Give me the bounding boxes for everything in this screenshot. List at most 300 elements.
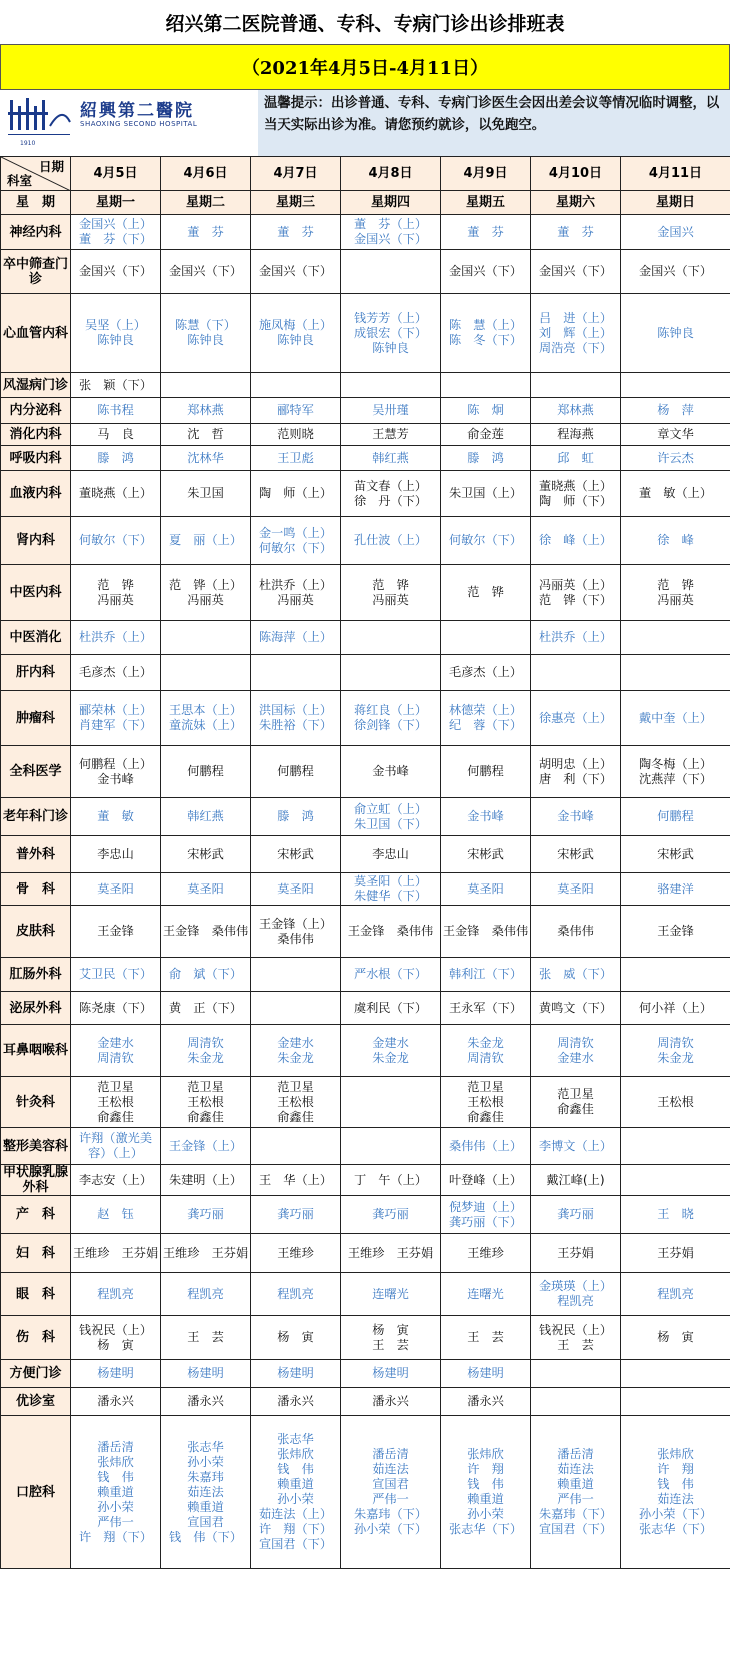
schedule-cell [531,424,621,446]
doctor-entry: 龚巧丽 [277,1207,314,1221]
schedule-cell [621,1360,730,1388]
doctor-entry: 李忠山 [97,846,134,861]
schedule-cell [621,1234,730,1273]
doctor-entry: 莫圣阳（上） [353,874,428,888]
schedule-row [1,446,730,471]
doctor-entry: 赖重道 [187,1499,224,1514]
schedule-cell [71,517,161,565]
doctor-entry: 孙小荣 [277,1492,314,1506]
schedule-cell [621,746,730,798]
doctor-entry: 俞金莲 [467,427,504,441]
department-name: 产 科 [1,1196,71,1234]
doctor-entry: 陈海萍（上） [258,630,333,644]
doctor-entry: 王维珍 [277,1245,314,1260]
doctor-entry: 丁 午（上） [353,1172,428,1187]
schedule-cell [161,398,251,424]
schedule-row [1,1128,730,1165]
doctor-entry: 郑林燕 [187,403,224,417]
doctor-entry: 俞鑫佳 [467,1109,504,1124]
doctor-entry: 郦特军 [277,403,314,417]
schedule-cell [531,746,621,798]
schedule-cell [161,1196,251,1234]
doctor-entry: 杨 寅 [372,1322,409,1337]
schedule-cell [441,424,531,446]
doctor-entry: 钱 伟 [277,1462,314,1476]
schedule-cell [621,215,730,250]
doctor-entry: 胡明忠（上） [538,756,613,771]
schedule-cell [161,250,251,294]
doctor-entry: 周清钦 [657,1035,694,1050]
doctor-entry: 王永军（下） [448,1000,523,1015]
doctor-entry: 严水根（下） [353,967,428,981]
schedule-cell [531,398,621,424]
schedule-cell [161,906,251,958]
schedule-cell [341,798,441,836]
schedule-cell [621,1128,730,1165]
doctor-entry: 范 铧（上） [168,577,243,592]
doctor-entry: 张炜欣 [657,1447,694,1461]
schedule-cell [161,471,251,517]
schedule-row [1,691,730,746]
schedule-row [1,1077,730,1128]
schedule-cell [71,1234,161,1273]
schedule-cell [531,691,621,746]
doctor-entry: 徐 峰 [657,533,694,547]
doctor-entry: 莫圣阳 [467,881,504,896]
schedule-cell [251,906,341,958]
doctor-entry: 毛彦杰（上） [78,665,153,679]
schedule-row [1,517,730,565]
department-name: 呼吸内科 [1,446,71,471]
schedule-cell [621,1416,730,1569]
doctor-entry: 范卫星 [467,1079,504,1094]
schedule-cell [161,1077,251,1128]
schedule-cell [341,1077,441,1128]
doctor-entry: 施凤梅（上） [258,318,333,332]
doctor-entry: 钱 伟（下） [168,1529,243,1544]
schedule-cell [441,1128,531,1165]
schedule-cell [341,398,441,424]
schedule-cell [531,294,621,373]
doctor-entry: 许 翔（下） [258,1522,333,1536]
doctor-entry: 虞利民（下） [353,1000,428,1015]
doctor-entry: 金国兴（下） [168,264,243,278]
schedule-cell [341,373,441,398]
doctor-entry: 杨 萍 [657,403,694,417]
doctor-entry: 王芬娟 [657,1245,694,1260]
doctor-entry: 范 铧 [467,585,504,599]
schedule-cell [621,958,730,992]
schedule-cell [441,873,531,906]
weekday-header-row [1,191,730,215]
doctor-entry: 龚巧丽 [187,1207,224,1221]
doctor-entry: 杨 寅 [657,1330,694,1344]
doctor-entry: 金建水 [277,1035,314,1050]
doctor-entry: 韩红燕 [372,450,409,465]
schedule-cell [71,215,161,250]
schedule-cell [441,1316,531,1360]
doctor-entry: 龚巧丽（下） [448,1214,523,1229]
doctor-entry: 桑伟伟（上） [448,1138,523,1153]
schedule-cell [441,1234,531,1273]
weekday-header: 星期一 [71,191,161,215]
doctor-entry: 钱 伟 [467,1477,504,1491]
doctor-entry: 黄 正（下） [168,1000,243,1015]
doctor-entry: 金书峰 [467,809,504,823]
schedule-cell [531,1025,621,1077]
doctor-entry: 董 芬 [187,224,224,239]
schedule-cell [251,1025,341,1077]
schedule-cell [621,1196,730,1234]
doctor-entry: 倪梦迪（上） [448,1199,523,1214]
corner-date-label: 日期 [38,159,64,174]
schedule-cell [251,1416,341,1569]
doctor-entry: 李志安（上） [78,1172,153,1187]
doctor-entry: 董晓燕（上） [538,478,613,493]
schedule-cell [531,1360,621,1388]
schedule-row [1,1196,730,1234]
schedule-cell [71,1316,161,1360]
schedule-cell [441,906,531,958]
doctor-entry: 王芬娟 [557,1245,594,1260]
doctor-entry: 俞立虹（上） [353,801,428,816]
schedule-cell [161,1416,251,1569]
doctor-entry: 金瑛瑛（上） [538,1279,613,1293]
doctor-entry: 陈钟良 [372,340,409,355]
schedule-cell [71,471,161,517]
schedule-cell [621,517,730,565]
schedule-cell [341,1165,441,1196]
doctor-entry: 吕 进（上） [538,310,613,325]
doctor-entry: 唐 利（下） [538,771,613,786]
doctor-entry: 王金锋 [657,924,694,938]
doctor-entry: 宋彬武 [557,846,594,861]
schedule-cell [161,294,251,373]
schedule-cell [621,373,730,398]
doctor-entry: 潘永兴 [97,1394,134,1408]
schedule-cell [161,873,251,906]
schedule-cell [161,691,251,746]
doctor-entry: 钱芳芳（上） [353,310,428,325]
schedule-cell [441,836,531,873]
doctor-entry: 徐 丹（下） [353,493,428,508]
schedule-cell [531,655,621,691]
doctor-entry: 董 芬 [277,224,314,239]
schedule-cell [71,565,161,621]
doctor-entry: 沈林华 [187,450,224,465]
schedule-cell [161,836,251,873]
doctor-entry: 何敏尔（下） [258,540,333,555]
schedule-cell [161,992,251,1025]
department-name: 卒中筛查门诊 [1,250,71,294]
logo-name: 紹興第二醫院 [80,101,194,121]
doctor-entry: 金书峰 [372,764,409,778]
doctor-entry: 童流妹（上） [168,718,243,732]
doctor-entry: 王松根 [277,1094,314,1109]
doctor-entry: 莫圣阳 [557,881,594,896]
schedule-cell [341,471,441,517]
doctor-entry: 王卫彪 [277,450,314,465]
doctor-entry: 宣国君（下） [538,1522,613,1536]
schedule-row [1,471,730,517]
schedule-cell [531,565,621,621]
doctor-entry: 陈书程 [97,403,134,417]
date-header-row [1,157,730,191]
schedule-row [1,746,730,798]
schedule-cell [71,836,161,873]
doctor-entry: 苗文春（上） [353,478,428,493]
doctor-entry: 金国兴（下） [538,264,613,278]
doctor-entry: 杨建明 [467,1366,504,1380]
doctor-entry: 冯丽英（上） [538,577,613,592]
schedule-row [1,958,730,992]
doctor-entry: 王维珍 [467,1245,504,1260]
department-name: 伤 科 [1,1316,71,1360]
schedule-table [0,156,730,1569]
schedule-cell [341,294,441,373]
department-name: 肾内科 [1,517,71,565]
schedule-cell [341,565,441,621]
schedule-cell [71,1416,161,1569]
doctor-entry: 严伟一 [372,1492,409,1506]
doctor-entry: 陈 冬（下） [448,333,523,347]
schedule-row [1,1316,730,1360]
doctor-entry: 孔仕波（上） [353,533,428,547]
doctor-entry: 郦荣林（上） [78,703,153,717]
doctor-entry: 程凯亮 [557,1294,594,1308]
schedule-cell [251,398,341,424]
doctor-entry: 桑伟伟 [557,924,594,938]
doctor-entry: 宋彬武 [467,846,504,861]
schedule-cell [161,565,251,621]
schedule-cell [531,1165,621,1196]
doctor-entry: 杨 寅 [277,1330,314,1344]
doctor-entry: 金建水 [97,1035,134,1050]
doctor-entry: 徐剑锋（下） [353,718,428,732]
department-name: 泌尿外科 [1,992,71,1025]
department-name: 普外科 [1,836,71,873]
doctor-entry: 李博文（上） [538,1138,613,1153]
schedule-row [1,1234,730,1273]
schedule-cell [71,1196,161,1234]
doctor-entry: 骆建洋 [657,881,694,896]
date-header: 4月6日 [161,157,251,191]
doctor-entry: 许 翔 [467,1462,504,1476]
doctor-entry: 许云杰 [657,450,694,465]
doctor-entry: 周清钦 [467,1050,504,1065]
schedule-cell [251,836,341,873]
schedule-cell [441,1025,531,1077]
schedule-cell [251,655,341,691]
doctor-entry: 徐 峰（上） [538,533,613,547]
doctor-entry: 何敏尔（下） [78,533,153,547]
doctor-entry: 陈钟良 [657,325,694,340]
doctor-entry: 陈慧（下） [175,318,236,332]
doctor-entry: 王金锋（上） [258,916,333,931]
schedule-cell [531,958,621,992]
schedule-cell [441,250,531,294]
schedule-row [1,398,730,424]
doctor-entry: 范 铧 [657,577,694,592]
schedule-cell [161,746,251,798]
schedule-cell [531,517,621,565]
doctor-entry: 冯丽英 [372,592,409,607]
schedule-row [1,565,730,621]
schedule-cell [441,655,531,691]
doctor-entry: 沈燕萍（下） [638,771,713,786]
doctor-entry: 潘岳清 [372,1447,409,1461]
doctor-entry: 朱金龙 [187,1050,224,1065]
schedule-cell [621,1273,730,1316]
doctor-entry: 王 芸 [187,1330,224,1344]
doctor-entry: 范 铧 [372,577,409,592]
schedule-cell [161,424,251,446]
doctor-entry: 董 芬 [467,224,504,239]
doctor-entry: 何鹏程 [657,809,694,823]
doctor-entry: 杨 寅 [97,1337,134,1352]
doctor-entry: 滕 鸿 [277,809,314,823]
schedule-cell [251,1234,341,1273]
schedule-row [1,1273,730,1316]
doctor-entry: 宋彬武 [657,846,694,861]
schedule-cell [621,992,730,1025]
doctor-entry: 陶 师（下） [538,493,613,508]
doctor-entry: 潘永兴 [277,1394,314,1408]
schedule-cell [251,1360,341,1388]
doctor-entry: 孙小荣（下） [638,1507,713,1521]
doctor-entry: 何鹏程 [187,764,224,778]
department-name: 耳鼻咽喉科 [1,1025,71,1077]
schedule-row [1,873,730,906]
doctor-entry: 王松根 [657,1094,694,1109]
weekday-header: 星期三 [251,191,341,215]
schedule-cell [441,398,531,424]
schedule-cell [251,958,341,992]
doctor-entry: 孙小荣 [467,1507,504,1521]
schedule-cell [341,691,441,746]
department-name: 肿瘤科 [1,691,71,746]
doctor-entry: 张炜欣 [97,1454,134,1469]
schedule-row [1,215,730,250]
doctor-entry: 俞鑫佳 [97,1109,134,1124]
doctor-entry: 孙小荣（下） [353,1522,428,1536]
doctor-entry: 钱 伟 [657,1477,694,1491]
schedule-cell [621,906,730,958]
doctor-entry: 董 敏 [97,809,134,823]
doctor-entry: 金建水 [557,1050,594,1065]
schedule-cell [161,1360,251,1388]
schedule-cell [251,446,341,471]
schedule-cell [621,398,730,424]
doctor-entry: 陈钟良 [97,333,134,347]
page-title: 绍兴第二医院普通、专科、专病门诊出诊排班表 [165,12,565,35]
schedule-cell [621,424,730,446]
doctor-entry: 茹连法 [187,1484,224,1499]
doctor-entry: 夏 丽（上） [168,533,243,547]
doctor-entry: 莫圣阳 [277,881,314,896]
schedule-row [1,373,730,398]
schedule-cell [161,798,251,836]
schedule-cell [341,424,441,446]
doctor-entry: 孙小荣 [97,1499,134,1514]
doctor-entry: 茹连法（上） [258,1507,333,1521]
doctor-entry: 周浩亮（下） [538,340,613,355]
department-name: 皮肤科 [1,906,71,958]
schedule-cell [341,1234,441,1273]
doctor-entry: 何鹏程 [467,764,504,778]
schedule-cell [71,798,161,836]
weekday-label: 星 期 [1,191,71,215]
doctor-entry: 毛彦杰（上） [448,665,523,679]
schedule-cell [621,836,730,873]
schedule-cell [341,1025,441,1077]
department-name: 口腔科 [1,1416,71,1569]
doctor-entry: 赖重道 [277,1477,314,1491]
doctor-entry: 冯丽英 [277,592,314,607]
doctor-entry: 范 铧（下） [538,592,613,607]
doctor-entry: 滕 鸿 [97,450,134,465]
schedule-cell [71,1165,161,1196]
doctor-entry: 范 铧 [97,577,134,592]
schedule-cell [251,1077,341,1128]
doctor-entry: 张志华（下） [448,1522,523,1536]
doctor-entry: 张炜欣 [277,1447,314,1461]
doctor-entry: 杜洪乔（上） [538,630,613,644]
schedule-cell [251,471,341,517]
schedule-cell [531,1234,621,1273]
department-name: 方便门诊 [1,1360,71,1388]
schedule-cell [531,873,621,906]
doctor-entry: 杨建明 [187,1366,224,1380]
schedule-cell [251,746,341,798]
weekday-header: 星期日 [621,191,730,215]
doctor-entry: 金国兴（下） [78,264,153,278]
doctor-entry: 宣国君 [372,1477,409,1491]
schedule-cell [71,1273,161,1316]
doctor-entry: 陶冬梅（上） [638,756,713,771]
schedule-row [1,836,730,873]
schedule-cell [621,1025,730,1077]
schedule-cell [71,1077,161,1128]
schedule-cell [531,621,621,655]
schedule-cell [531,798,621,836]
schedule-cell [71,992,161,1025]
department-name: 妇 科 [1,1234,71,1273]
doctor-entry: 严伟一 [97,1514,134,1529]
doctor-entry: 茹连法 [372,1462,409,1476]
schedule-cell [161,621,251,655]
schedule-cell [341,1196,441,1234]
schedule-row [1,992,730,1025]
doctor-entry: 程海燕 [557,427,594,441]
doctor-entry: 宣国君 [187,1514,224,1529]
doctor-entry: 韩红燕 [187,809,224,823]
doctor-entry: 董 芬 [557,224,594,239]
schedule-cell [161,1273,251,1316]
schedule-cell [621,1388,730,1416]
schedule-cell [341,746,441,798]
doctor-entry: 何鹏程 [277,764,314,778]
doctor-entry: 王慧芳 [372,427,409,441]
doctor-entry: 潘永兴 [467,1394,504,1408]
schedule-cell [71,1025,161,1077]
doctor-entry: 王维珍 王芬娟 [347,1245,434,1260]
schedule-cell [621,294,730,373]
schedule-cell [71,873,161,906]
schedule-cell [161,1234,251,1273]
schedule-cell [531,215,621,250]
doctor-entry: 程凯亮 [97,1286,134,1301]
